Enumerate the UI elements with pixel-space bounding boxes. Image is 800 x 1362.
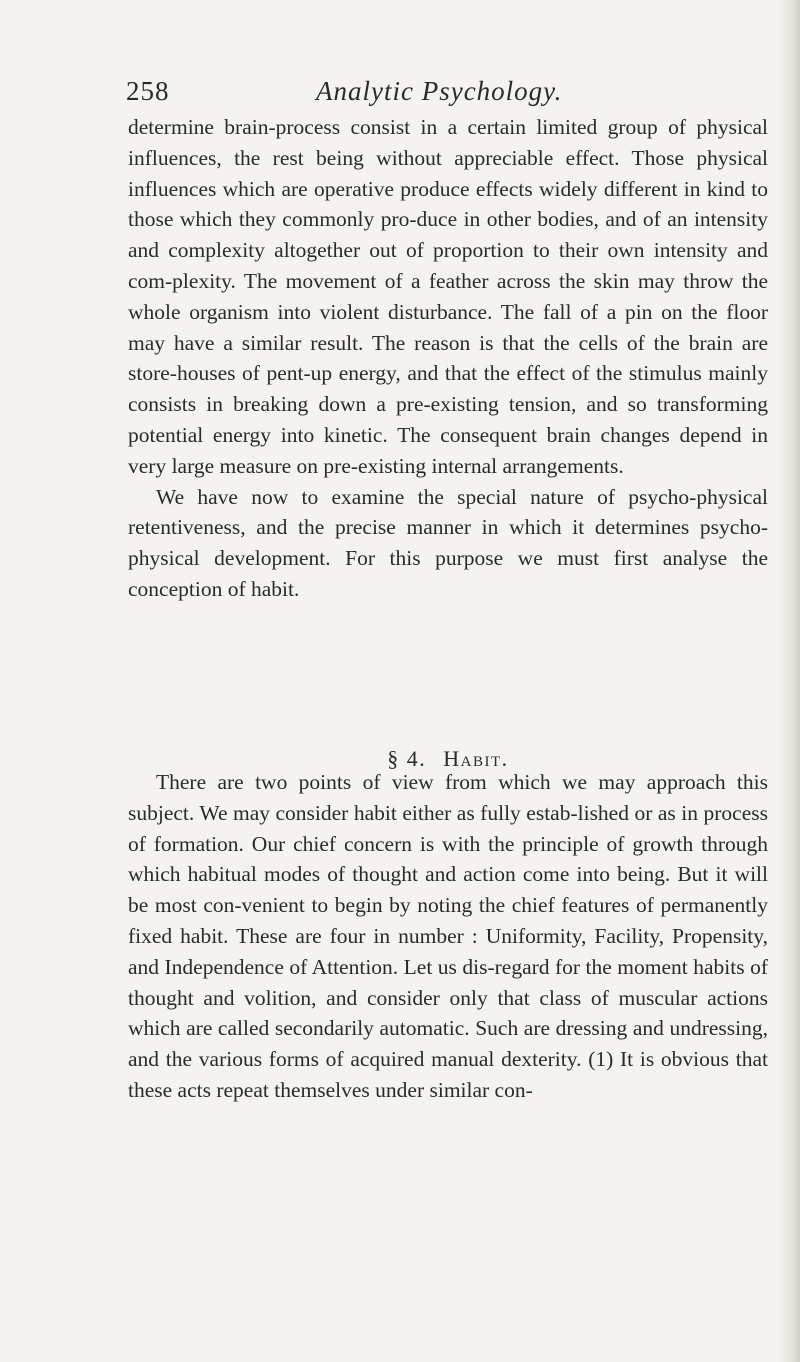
page-edge-shadow [778,0,800,1362]
paragraph-2: We have now to examine the special nature of psycho-physical retentiveness, and the precise manner in which it determines psycho-physical development. For this purpose we must first analyse the conception of habit. [128,484,768,601]
body-text-top [128,112,768,605]
paragraph-1: determine brain-process consist in a certain limited group of physical influences, the rest being without appreciable effect. Those physical influences which are operative produce effects widely different in kind to those which they commonly pro-duce in other bodies, and of an intensity and complexity altogether out of proportion to their own intensity and com-plexity. The movement of a feather across the skin may throw the whole organism into violent disturbance. The fall of a pin on the floor may have a similar result. The reason is that the cells of the brain are store-houses of pent-up energy, and that the effect of the stimulus mainly consists in breaking down a pre-existing tension, and so transforming potential energy into kinetic. The consequent brain changes depend in very large measure on pre-existing internal arrangements. [128,115,768,478]
page-header [126,72,766,116]
running-title: Analytic Psychology. [316,76,563,106]
page-number: 258 [126,76,170,106]
section-title: Habit. [443,746,509,771]
body-text-bottom [128,767,768,1106]
paragraph-3: There are two points of view from which we may approach this subject. We may consider habit either as fully estab-lished or as in process of formation. Our chief concern is with the principle of growth through which habitual modes of thought and action come into being. But it will be most con-venient to begin by noting the chief features of permanently fixed habit. These are four in number : Uniformity, Facility, Propensity, and Independence of Attention. Let us dis-regard for the moment habits of thought and volition, and consider only that class of muscular actions which are called secondarily automatic. Such are dressing and undressing, and the various forms of acquired manual dexterity. (1) It is obvious that these acts repeat themselves under similar con- [128,770,768,1102]
section-number: § 4. [387,746,427,771]
